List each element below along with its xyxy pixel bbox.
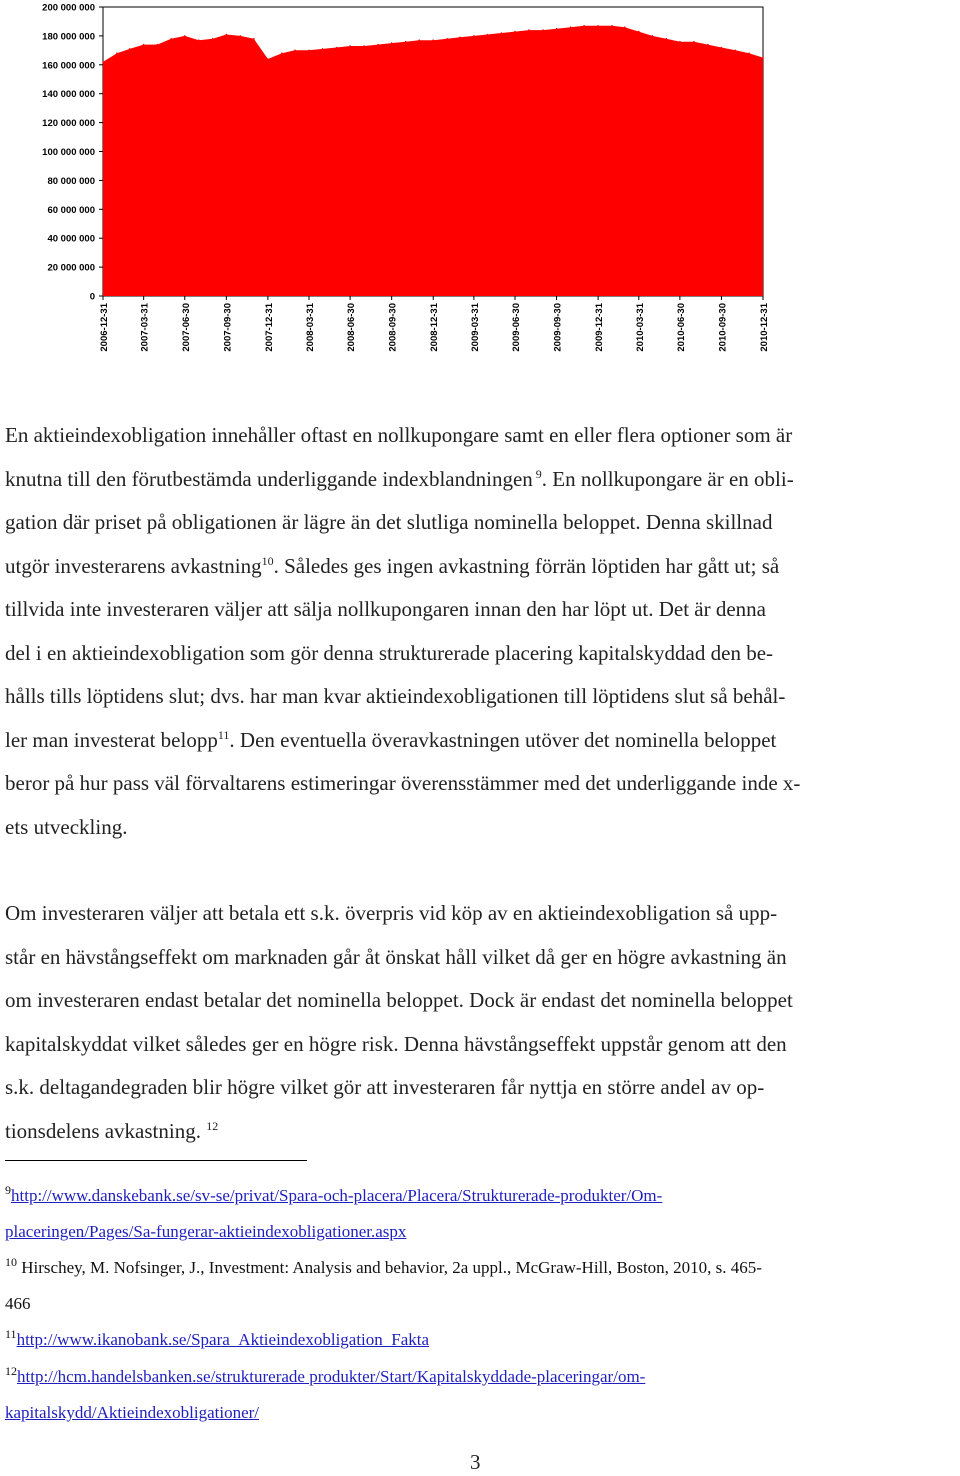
text-line <box>5 762 950 806</box>
y-tick-label: 120 000 000 <box>42 118 95 130</box>
y-tick-label: 100 000 000 <box>42 147 95 158</box>
text-segment: om investeraren endast betalar det nominella beloppet. Dock är endast det nominella beloppet <box>5 988 793 1012</box>
data-point <box>459 37 461 39</box>
data-point <box>611 25 613 27</box>
data-point <box>156 44 158 46</box>
footnote-number: 11 <box>5 1327 17 1341</box>
x-tick-label: 2008-12-31 <box>429 303 441 352</box>
data-point <box>514 31 516 33</box>
paragraph-nollkupongare <box>5 414 950 849</box>
data-point <box>487 34 489 36</box>
data-point <box>391 42 393 44</box>
series-area <box>103 26 763 296</box>
y-tick-label: 140 000 000 <box>42 89 95 101</box>
text-segment: Om investeraren väljer att betala ett s.k. överpris vid köp av en aktieindexobligation så upp- <box>5 901 778 925</box>
paragraph-havstangseffekt <box>5 892 950 1153</box>
data-point <box>377 44 379 46</box>
x-tick-label: 2009-12-31 <box>594 303 606 352</box>
text-line <box>5 806 950 850</box>
data-point <box>432 39 434 41</box>
footnote-link[interactable]: http://www.danskebank.se/sv-se/privat/Spara-och-placera/Placera/Strukturerade-produkter/Om- <box>11 1186 663 1205</box>
x-tick-label: 2010-12-31 <box>759 303 770 352</box>
text-line <box>5 501 950 545</box>
footnote-line <box>5 1250 955 1286</box>
y-tick-label: 200 000 000 <box>42 2 95 14</box>
footnote-text: Hirschey, M. Nofsinger, J., Investment: Analysis and behavior, 2a uppl., McGraw-Hill, Boston, 2010, s. 465- <box>21 1258 762 1277</box>
y-tick-label: 180 000 000 <box>42 31 95 43</box>
text-line <box>5 588 950 632</box>
text-line <box>5 414 950 458</box>
text-segment: . En nollkupongare är en obli- <box>541 466 794 491</box>
data-point <box>143 44 145 46</box>
data-point <box>735 50 737 52</box>
text-segment: . Den eventuella överavkastningen utöver det nominella beloppet <box>229 727 777 752</box>
footnote-number: 10 <box>5 1255 17 1269</box>
y-tick-label: 40 000 000 <box>47 233 95 245</box>
text-line <box>5 936 950 980</box>
data-point <box>583 25 585 27</box>
text-segment: knutna till den förutbestämda underliggande indexblandningen <box>5 466 533 491</box>
text-line <box>5 1110 950 1154</box>
data-point <box>707 44 709 46</box>
data-point <box>363 45 365 47</box>
footnote-link[interactable]: http://hcm.handelsbanken.se/strukturerade produkter/Start/Kapitalskyddade-placeringar/om- <box>17 1367 646 1386</box>
footnote-line <box>5 1214 955 1250</box>
data-point <box>528 29 530 31</box>
data-point <box>102 61 104 63</box>
data-point <box>693 41 695 43</box>
data-point <box>212 38 214 40</box>
data-point <box>267 58 269 60</box>
text-line <box>5 545 950 589</box>
text-line <box>5 979 950 1023</box>
footnote-12 <box>5 1359 955 1431</box>
x-tick-label: 2007-03-31 <box>139 303 151 352</box>
text-segment: tionsdelens avkastning. <box>5 1118 207 1143</box>
data-point <box>762 57 764 59</box>
text-segment: ets utveckling. <box>5 814 128 839</box>
text-line <box>5 1066 950 1110</box>
footnote-link[interactable]: placeringen/Pages/Sa-fungerar-aktieindexobligationer.aspx <box>5 1222 407 1241</box>
footnote-line <box>5 1359 955 1395</box>
text-segment: . Således ges ingen avkastning förrän löptiden har gått ut; så <box>273 553 780 578</box>
data-point <box>281 52 283 54</box>
data-point <box>129 48 131 50</box>
data-point <box>446 38 448 40</box>
data-point <box>666 38 668 40</box>
y-tick-label: 80 000 000 <box>47 175 95 187</box>
text-segment: står en hävstångseffekt om marknaden går åt önskat håll vilket då ger en högre avkastning än <box>5 944 787 969</box>
footnote-number: 9 <box>5 1183 11 1197</box>
data-point <box>170 38 172 40</box>
x-tick-label: 2008-03-31 <box>304 303 316 352</box>
y-tick-label: 20 000 000 <box>47 262 95 274</box>
data-point <box>721 47 723 49</box>
text-segment: ler man investerat belopp <box>5 727 218 752</box>
data-point <box>294 50 296 52</box>
data-point <box>116 52 118 54</box>
footnote-line <box>5 1286 955 1322</box>
x-tick-label: 2010-03-31 <box>634 303 646 352</box>
y-tick-label: 0 <box>89 291 95 303</box>
data-point <box>308 50 310 52</box>
data-point <box>418 39 420 41</box>
y-tick-label: 60 000 000 <box>47 204 95 216</box>
footnote-line <box>5 1395 955 1431</box>
y-tick-label: 160 000 000 <box>42 60 95 72</box>
x-tick-label: 2010-06-30 <box>675 303 687 352</box>
data-point <box>597 25 599 27</box>
data-point <box>405 41 407 43</box>
footnote-line <box>5 1178 955 1214</box>
x-tick-label: 2006-12-31 <box>99 303 110 352</box>
footnote-9 <box>5 1178 955 1250</box>
text-segment: beror på hur pass väl förvaltarens estimeringar överensstämmer med det underliggande inde x- <box>5 771 801 795</box>
text-line <box>5 632 950 676</box>
text-segment: del i en aktieindexobligation som gör denna strukturerade placering kapitalskyddad den be- <box>5 640 774 665</box>
data-point <box>501 32 503 34</box>
data-point <box>198 39 200 41</box>
text-line <box>5 458 950 502</box>
x-tick-label: 2010-09-30 <box>717 303 729 352</box>
data-point <box>748 52 750 54</box>
footnote-reference[interactable]: 12 <box>206 1118 219 1133</box>
data-point <box>542 29 544 31</box>
text-segment: tillvida inte investeraren väljer att sälja nollkupongaren innan den har löpt ut. Det är denna <box>5 597 766 621</box>
footnote-line <box>5 1322 955 1358</box>
x-tick-label: 2007-09-30 <box>222 303 234 352</box>
footnote-10 <box>5 1250 955 1322</box>
page-number: 3 <box>470 1450 481 1474</box>
data-point <box>638 31 640 33</box>
footnote-link[interactable]: http://www.ikanobank.se/Spara_Aktieindexobligation_Fakta <box>16 1330 430 1349</box>
data-point <box>322 48 324 50</box>
x-tick-label: 2009-03-31 <box>469 303 481 352</box>
x-tick-label: 2007-06-30 <box>180 303 192 352</box>
data-point <box>473 35 475 37</box>
data-point <box>226 34 228 36</box>
data-point <box>240 35 242 37</box>
footnote-reference[interactable]: 10 <box>261 553 274 568</box>
data-point <box>570 26 572 28</box>
footnote-separator <box>5 1160 307 1161</box>
data-point <box>624 26 626 28</box>
text-segment: s.k. deltagandegraden blir högre vilket gör att investeraren får nyttja en större andel av op- <box>5 1075 765 1099</box>
text-segment: En aktieindexobligation innehåller oftast en nollkupongare samt en eller flera optioner som är <box>5 423 793 447</box>
data-point <box>253 38 255 40</box>
text-line <box>5 719 950 763</box>
x-tick-label: 2008-09-30 <box>387 303 399 352</box>
text-line <box>5 675 950 719</box>
text-segment: hålls tills löptidens slut; dvs. har man kvar aktieindexobligationen till löptidens slut så behål- <box>5 684 786 708</box>
text-segment: kapitalskyddat vilket således ger en högre risk. Denna hävstångseffekt uppstår genom att den <box>5 1031 787 1056</box>
text-segment: utgör investerarens avkastning <box>5 553 262 578</box>
footnote-reference[interactable]: 9 <box>532 466 542 481</box>
x-tick-label: 2009-06-30 <box>510 303 522 352</box>
footnote-text: 466 <box>5 1294 31 1313</box>
x-tick-label: 2008-06-30 <box>346 303 358 352</box>
data-point <box>184 35 186 37</box>
data-point <box>556 28 558 30</box>
footnote-11 <box>5 1322 955 1358</box>
footnote-reference[interactable]: 11 <box>217 727 230 742</box>
data-point <box>349 45 351 47</box>
x-tick-label: 2007-12-31 <box>263 303 275 352</box>
text-line <box>5 1023 950 1067</box>
data-point <box>336 47 338 49</box>
data-point <box>679 41 681 43</box>
footnote-link[interactable]: kapitalskydd/Aktieindexobligationer/ <box>5 1403 260 1422</box>
data-point <box>652 35 654 37</box>
fund-value-area-chart <box>0 0 800 360</box>
text-segment: gation där priset på obligationen är lägre än det slutliga nominella beloppet. Denna skillnad <box>5 510 773 534</box>
footnote-number: 12 <box>5 1364 17 1378</box>
x-tick-label: 2009-09-30 <box>552 303 564 352</box>
text-line <box>5 892 950 936</box>
